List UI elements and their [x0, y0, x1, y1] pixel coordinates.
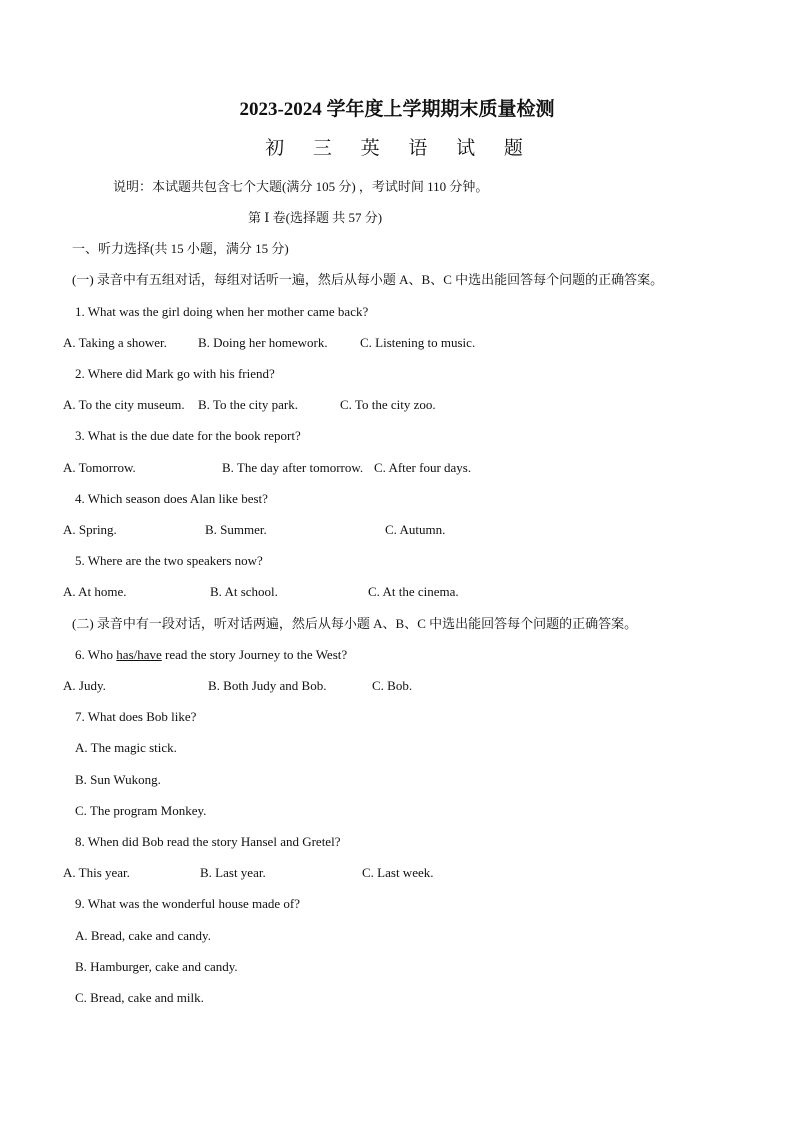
q1-option-c: C. Listening to music.: [360, 335, 476, 350]
question-1: 1. What was the girl doing when her mother came back?: [75, 304, 369, 319]
question-7: 7. What does Bob like?: [75, 709, 197, 724]
q2-option-a: A. To the city museum.: [63, 397, 185, 412]
q6-option-b: B. Both Judy and Bob.: [208, 678, 327, 693]
exam-instructions: 说明：本试题共包含七个大题(满分 105 分) ，考试时间 110 分钟。: [113, 179, 489, 194]
q5-option-b: B. At school.: [210, 584, 278, 599]
volume-heading: 第 Ⅰ 卷(选择题 共 57 分): [248, 210, 383, 225]
q6-option-a: A. Judy.: [63, 678, 106, 693]
q6-text-pre: 6. Who: [75, 647, 117, 662]
q9-option-c: C. Bread, cake and milk.: [75, 990, 204, 1005]
q3-option-c: C. After four days.: [374, 460, 472, 475]
q5-option-a: A. At home.: [63, 584, 127, 599]
question-8: 8. When did Bob read the story Hansel and Gretel?: [75, 834, 341, 849]
exam-subtitle: 初 三 英 语 试 题: [265, 138, 535, 159]
q1-option-a: A. Taking a shower.: [63, 335, 167, 350]
q7-option-b: B. Sun Wukong.: [75, 772, 161, 787]
q2-option-c: C. To the city zoo.: [340, 397, 436, 412]
q6-underlined-verb: has/have: [116, 647, 162, 662]
part2-instructions: (二) 录音中有一段对话，听对话两遍，然后从每小题 A、B、C 中选出能回答每个问题的正确答案。: [72, 616, 638, 631]
section-heading: 一、听力选择(共 15 小题，满分 15 分): [72, 241, 289, 256]
question-3: 3. What is the due date for the book report?: [75, 428, 301, 443]
q6-option-c: C. Bob.: [372, 678, 413, 693]
q9-option-a: A. Bread, cake and candy.: [75, 928, 211, 943]
q8-option-b: B. Last year.: [200, 865, 266, 880]
exam-title: 2023-2024 学年度上学期期末质量检测: [239, 99, 555, 120]
q4-option-b: B. Summer.: [205, 522, 267, 537]
q7-option-a: A. The magic stick.: [75, 740, 177, 755]
question-6: [75, 647, 347, 663]
q4-option-c: C. Autumn.: [385, 522, 446, 537]
question-5: 5. Where are the two speakers now?: [75, 553, 263, 568]
q8-option-c: C. Last week.: [362, 865, 434, 880]
q2-option-b: B. To the city park.: [198, 397, 298, 412]
q8-option-a: A. This year.: [63, 865, 130, 880]
q3-option-b: B. The day after tomorrow.: [222, 460, 364, 475]
question-4: 4. Which season does Alan like best?: [75, 491, 268, 506]
q3-option-a: A. Tomorrow.: [63, 460, 136, 475]
question-2: 2. Where did Mark go with his friend?: [75, 366, 275, 381]
q4-option-a: A. Spring.: [63, 522, 117, 537]
q5-option-c: C. At the cinema.: [368, 584, 459, 599]
q7-option-c: C. The program Monkey.: [75, 803, 207, 818]
q9-option-b: B. Hamburger, cake and candy.: [75, 959, 238, 974]
q6-text-post: read the story Journey to the West?: [161, 647, 348, 662]
question-9: 9. What was the wonderful house made of?: [75, 896, 301, 911]
q1-option-b: B. Doing her homework.: [198, 335, 328, 350]
part1-instructions: (一) 录音中有五组对话，每组对话听一遍，然后从每小题 A、B、C 中选出能回答每个问题的正确答案。: [72, 272, 664, 287]
